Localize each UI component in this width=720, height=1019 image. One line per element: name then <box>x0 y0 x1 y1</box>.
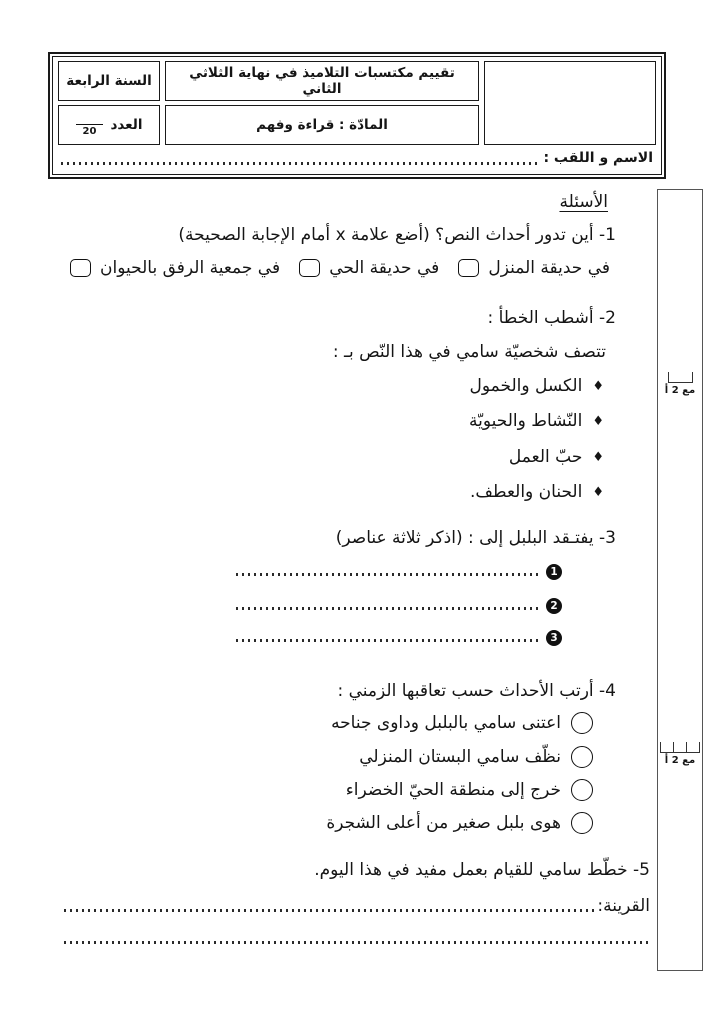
extra-answer-line <box>64 930 650 948</box>
list-item <box>470 482 604 502</box>
answer-fill-line[interactable] <box>236 639 539 642</box>
list-item-label: الحنان والعطف. <box>470 482 583 502</box>
order-item <box>331 712 593 734</box>
option-house-garden <box>458 258 610 278</box>
circled-number-icon: 1 <box>546 564 562 580</box>
diamond-bullet-icon: ♦ <box>592 378 604 394</box>
score-mark-label: مع 2 أ <box>664 385 696 396</box>
diamond-bullet-icon: ♦ <box>592 413 604 429</box>
circled-number-icon: 2 <box>546 598 562 614</box>
circled-number-icon: 3 <box>546 630 562 646</box>
list-item-label: الكسل والخمول <box>469 376 583 396</box>
order-item-label: نظّف سامي البستان المنزلي <box>359 747 561 767</box>
list-item-label: حبّ العمل <box>508 447 583 467</box>
answer-fill-line[interactable] <box>236 607 539 610</box>
checkbox-icon[interactable] <box>299 259 320 277</box>
question-4-title: 4- أرتب الأحداث حسب تعاقبها الزمني : <box>337 681 616 701</box>
order-item-label: هوى بلبل صغير من أعلى الشجرة <box>326 813 561 833</box>
checkbox-icon[interactable] <box>70 259 91 277</box>
exam-subject: المادّة : قراءة وفهم <box>165 105 479 145</box>
diamond-bullet-icon: ♦ <box>592 449 604 465</box>
score-denominator: 20 <box>76 124 104 137</box>
clue-line <box>64 896 650 916</box>
option-label: في حديقة الحي <box>329 258 440 278</box>
exam-title: تقييم مكتسبات التلاميذ في نهاية الثلاثي الثاني <box>165 61 479 101</box>
diamond-bullet-icon: ♦ <box>592 484 604 500</box>
order-item-label: خرج إلى منطقة الحيّ الخضراء <box>345 780 561 800</box>
option-label: في جمعية الرفق بالحيوان <box>100 258 281 278</box>
list-item-label: النّشاط والحيويّة <box>468 411 583 431</box>
question-2-intro: تتصف شخصيّة سامي في هذا النّص بـ : <box>332 342 606 362</box>
answer-fill-line[interactable] <box>64 941 650 944</box>
list-item <box>470 376 604 396</box>
order-item <box>346 779 593 801</box>
answer-line <box>236 598 562 614</box>
question-1-title: 1- أين تدور أحداث النص؟ (أضع علامة x أمام الإجابة الصحيحة) <box>178 225 616 245</box>
order-circle-icon[interactable] <box>571 812 593 834</box>
question-3-title: 3- يفتـقد البلبل إلى : (اذكر ثلاثة عناصر) <box>335 528 616 548</box>
list-item <box>469 411 604 431</box>
order-circle-icon[interactable] <box>571 779 593 801</box>
order-item <box>326 812 593 834</box>
order-circle-icon[interactable] <box>571 712 593 734</box>
score-label: العدد <box>110 117 143 133</box>
question-5-title: 5- خطّط سامي للقيام بعمل مفيد في هذا اليوم. <box>314 860 650 880</box>
option-neighborhood-garden <box>299 258 439 278</box>
order-circle-icon[interactable] <box>571 746 593 768</box>
question-2-title: 2- أشطب الخطأ : <box>487 308 616 328</box>
option-animal-society <box>70 258 280 278</box>
question-1-options <box>70 258 610 278</box>
answer-fill-line[interactable] <box>236 573 539 576</box>
option-label: في حديقة المنزل <box>488 258 610 278</box>
answer-line <box>236 564 562 580</box>
checkbox-icon[interactable] <box>458 259 479 277</box>
year-cell: السنة الرابعة <box>58 61 160 101</box>
list-item <box>509 447 604 467</box>
name-label: الاسم و اللقب : <box>543 150 653 166</box>
answer-line <box>236 630 562 646</box>
order-item-label: اعتنى سامي بالبلبل وداوى جناحه <box>331 713 561 733</box>
questions-heading: الأسئلة <box>559 192 608 212</box>
score-mark-label: مع 2 أ <box>664 755 696 766</box>
clue-fill-line[interactable] <box>64 909 597 912</box>
order-item <box>359 746 593 768</box>
clue-label: القرينة: <box>597 896 650 916</box>
